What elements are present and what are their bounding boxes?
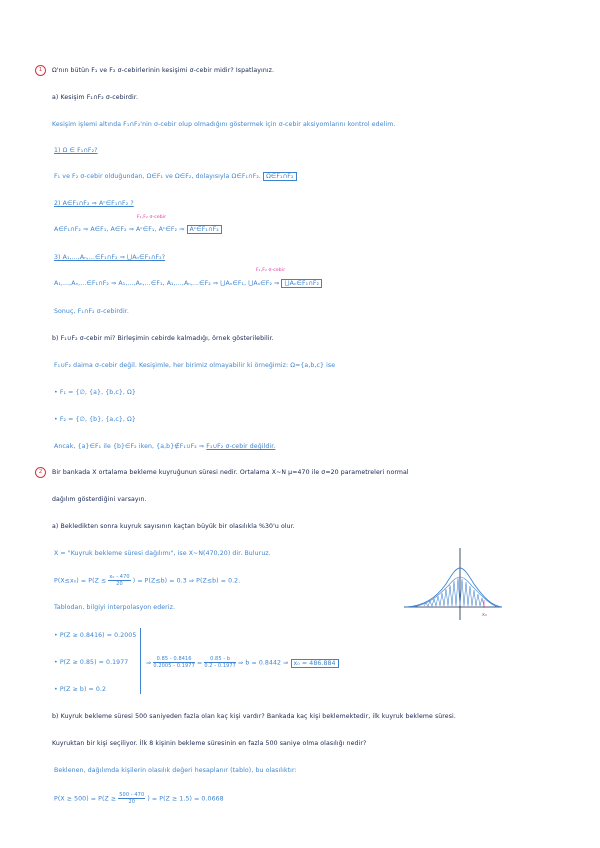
final-left: P(X ≥ 500) = P(Z ≥ <box>54 795 117 803</box>
condition-3-heading: 3) A₁,...,Aₙ,...∈F₁∩F₂ ⇒ ⋃Aₙ∈F₁∩F₂? <box>54 254 166 261</box>
table-value-3: • P(Z ≥ b) = 0.2 <box>54 686 107 693</box>
condition-2-body <box>54 226 222 233</box>
answer-intro: Beklenen, dağılımda kişilerin olasılık değeri hesaplanır (tablo), bu olasılıktır: <box>54 767 297 774</box>
condition-3-body <box>54 280 322 287</box>
values-brace <box>135 628 141 694</box>
condition-1-heading: 1) Ω ∈ F₁∩F₂? <box>54 147 98 154</box>
x0-result-box: x₀ = 486.884 <box>291 659 339 668</box>
condition-3-note: F₁,F₂ σ-cebir <box>256 268 286 273</box>
interp-fraction-2 <box>204 656 236 669</box>
set-f2: • F₂ = {∅, {b}, {a,c}, Ω} <box>54 416 136 423</box>
question-number-1: 1 <box>35 65 46 76</box>
final-fraction <box>118 792 145 805</box>
sketch-shading <box>424 578 484 606</box>
prob-left: P(X≤x₀) = P(Z ≤ <box>54 577 107 585</box>
condition-2-result-box: Aᶜ∈F₁∩F₂ <box>187 225 222 234</box>
condition-2-text-b: ⇒ Aᶜ∈F₁, Aᶜ∈F₂ ⇒ <box>128 226 185 233</box>
condition-3-text-a: A₁,...,Aₙ,...∈F₁∩F₂ ⇒ A₁,...,Aₙ,...∈F₁, A₁,...,Aₙ,...∈F₂ ⇒ <box>54 280 219 287</box>
final-right: ) = P(Z ≥ 1.5) = 0.0668 <box>147 795 224 803</box>
sketch-x0-label: x₀ <box>482 612 487 618</box>
final-equation <box>54 792 224 805</box>
part-a-text: a) Bekledikten sonra kuyruk sayısının kaçtan büyük bir olasılıkla %30'u olur. <box>52 523 295 530</box>
question-1-text: Ω'nın bütün F₁ ve F₂ σ-cebirlerinin kesişimi σ-cebir midir? Ispatlayınız. <box>52 67 275 74</box>
counter-example-text: F₁∪F₂ daima σ-cebir değil. Kesişimle, her birimiz olmayabilir ki örneğimiz: Ω={a,b,c} ise <box>54 362 336 369</box>
condition-3-result-box: ⋃Aₙ∈F₁∩F₂ <box>281 279 322 288</box>
prob-fraction-den: 20 <box>116 581 123 587</box>
condition-1-text: F₁ ve F₂ σ-cebir olduğundan, Ω∈F₁ ve Ω∈F₂, dolayısıyla Ω∈F₁∩F₂. <box>54 173 261 180</box>
interp-fraction-1-num: 0.85 - 0.8416 <box>153 656 194 663</box>
interp-fraction-2-den: 0.2 - 0.1977 <box>204 663 236 669</box>
probability-equation <box>54 574 240 587</box>
part-b-label: b) F₁∪F₂ σ-cebir mi? Birleşimin cebirde kalmadığı, örnek gösterilebilir. <box>52 335 274 342</box>
part-b-text: b) Kuyruk bekleme süresi 500 saniyeden fazla olan kaç kişi vardır? Bankada kaç kişi beklemektedir, ilk kuyruk bekleme süresi. <box>52 713 456 720</box>
interpolation-text: Tablodan, bilgiyi interpolasyon ederiz. <box>54 604 176 611</box>
interpolation-equation <box>146 656 339 669</box>
condition-1-result-box: Ω∈F₁∩F₂ <box>263 172 296 181</box>
counter-result <box>54 443 275 450</box>
set-f1: • F₁ = {∅, {a}, {b,c}, Ω} <box>54 389 136 396</box>
normal-curve-sketch <box>404 548 504 620</box>
condition-2-text-a: A∈F₁∩F₂ ⇒ A∈F₁, A∈F₂ <box>54 226 127 233</box>
question-2-line-1: Bir bankada X ortalama bekleme kuyruğunun süresi nedir. Ortalama X~N μ=470 ile σ=20 parametreleri normal <box>52 469 409 476</box>
question-number-2: 2 <box>35 467 46 478</box>
table-value-2: • P(Z ≥ 0.85) = 0.1977 <box>54 659 129 666</box>
interp-fraction-2-num: 0.85 - b <box>204 656 236 663</box>
final-fraction-num: 500 - 470 <box>119 792 145 798</box>
part-a-label: a) Kesişim F₁∩F₂ σ-cebirdir. <box>52 94 139 101</box>
prob-right: ) = P(Z≤b) = 0.3 ⇒ P(Z≤b) = 0.2. <box>132 577 241 585</box>
interp-fraction-1 <box>153 656 194 669</box>
intro-text: Kesişim işlemi altında F₁∩F₂'nin σ-cebir olup olmadığını göstermek için σ-cebir aksiyomlarını kontrol edelim. <box>52 121 396 128</box>
interp-arrow: ⇒ <box>146 659 152 667</box>
final-fraction-den: 20 <box>128 799 136 805</box>
part-c-text: Kuyruktan bir kişi seçiliyor. İlk 8 kişinin bekleme süresinin en fazla 500 saniye olma olasılığı nedir? <box>52 740 367 747</box>
condition-3-text-b: ⋃Aₙ∈F₁, ⋃Aₙ∈F₂ ⇒ <box>220 280 280 287</box>
condition-1-body <box>54 173 297 180</box>
prob-fraction <box>108 574 130 587</box>
table-value-1: • P(Z ≥ 0.8416) = 0.2005 <box>54 632 137 639</box>
equals-sign: = <box>196 659 203 667</box>
prob-fraction-num: x₀ - 470 <box>109 574 130 580</box>
b-value: ⇒ b = 0.8442 ⇒ <box>238 659 289 667</box>
condition-2-note: F₁,F₂ σ-cebir <box>137 215 167 220</box>
counter-result-conclusion: F₁∪F₂ σ-cebir değildir. <box>206 443 276 450</box>
interp-fraction-1-den: 0.2005 - 0.1977 <box>153 663 195 669</box>
counter-result-text: Ancak, {a}∈F₁ ile {b}∈F₂ iken, {a,b}∉F₁∪F₂ ⇒ <box>54 443 205 450</box>
question-2-line-2: dağılım gösterdiğini varsayın. <box>52 496 147 503</box>
conclusion-text: Sonuç, F₁∩F₂ σ-cebirdir. <box>54 308 129 315</box>
definition-text: X = "Kuyruk bekleme süresi dağılımı", ise X~N(470,20) dir. Buluruz. <box>54 550 271 557</box>
condition-2-heading: 2) A∈F₁∩F₂ ⇒ Aᶜ∈F₁∩F₂ ? <box>54 200 134 207</box>
